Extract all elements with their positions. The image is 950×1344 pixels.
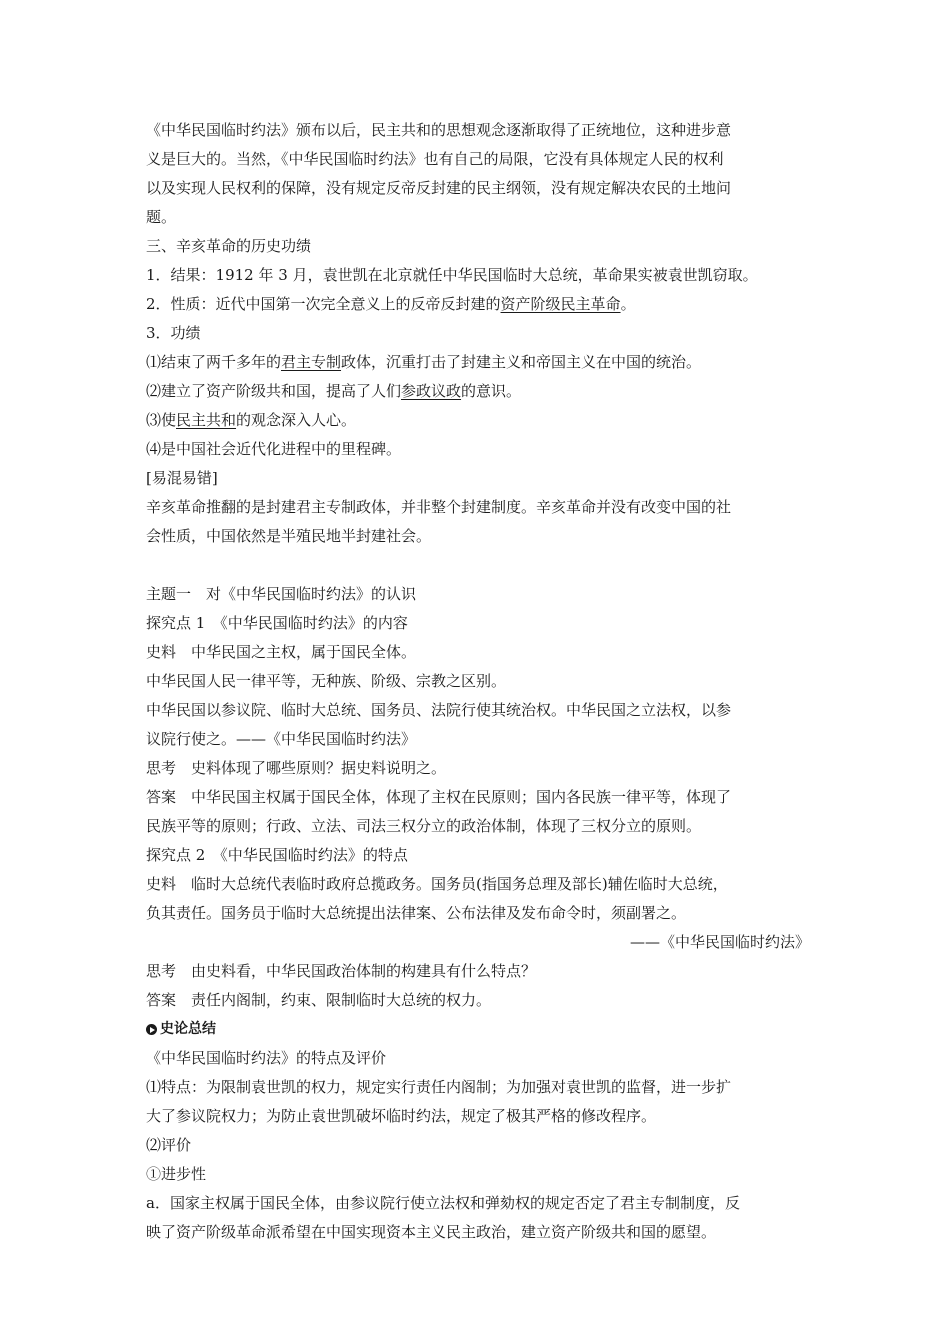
- text-fragment: ⑶使: [146, 411, 177, 429]
- progressive-heading: ①进步性: [146, 1165, 207, 1183]
- underlined-term: 君主专制: [281, 353, 342, 371]
- inquiry-point-1-title: 探究点 1 《中华民国临时约法》的内容: [146, 614, 408, 632]
- text-fragment: 的观念深入人心。: [236, 411, 357, 429]
- question: 思考 史料体现了哪些原则？据史料说明之。: [146, 759, 447, 777]
- summary-section: [146, 1015, 810, 1247]
- underlined-term: 参政议政: [401, 382, 462, 400]
- material-line: 史料 临时大总统代表临时政府总揽政务。国务员(指国务总理及部长)辅佐临时大总统，: [146, 875, 728, 893]
- text-line: 以及实现人民权利的保障，没有规定反帝反封建的民主纲领，没有规定解决农民的土地问: [146, 179, 732, 197]
- spacer: [146, 551, 810, 580]
- sub-item-3: [146, 406, 810, 435]
- text-line: 辛亥革命推翻的是封建君主专制政体，并非整个封建制度。辛亥革命并没有改变中国的社: [146, 498, 732, 516]
- material-source: ——《中华民国临时约法》: [629, 933, 810, 951]
- question: 思考 由史料看，中华民国政治体制的构建具有什么特点？: [146, 962, 537, 980]
- text-fragment: 政体，沉重打击了封建主义和帝国主义在中国的统治。: [341, 353, 702, 371]
- text-line: 题。: [146, 208, 177, 226]
- sub-item-1: [146, 348, 810, 377]
- text-fragment: ⑵建立了资产阶级共和国，提高了人们: [146, 382, 402, 400]
- material-line: 负其责任。国务员于临时大总统提出法律案、公布法律及发布命令时，须副署之。: [146, 904, 687, 922]
- section-historical-achievements: [146, 232, 810, 464]
- text-fragment: ⑴结束了两千多年的: [146, 353, 282, 371]
- text-line: 会性质，中国依然是半殖民地半封建社会。: [146, 527, 432, 545]
- material-line: 中华民国以参议院、临时大总统、国务员、法院行使其统治权。中华民国之立法权，以参: [146, 701, 732, 719]
- point-a-line: a．国家主权属于国民全体，由参议院行使立法权和弹劾权的规定否定了君主专制制度，反: [146, 1194, 740, 1212]
- topic-title: 主题一 对《中华民国临时约法》的认识: [146, 585, 417, 603]
- list-item-result: 1．结果：1912 年 3 月，袁世凯在北京就任中华民国临时大总统，革命果实被袁世凯窃取。: [146, 266, 758, 284]
- underlined-term: 民主共和: [176, 411, 237, 429]
- underlined-term: 资产阶级民主革命: [500, 295, 621, 313]
- confusion-note: [146, 464, 810, 551]
- sub-item-4: ⑷是中国社会近代化进程中的里程碑。: [146, 440, 402, 458]
- text-fragment: 2．性质：近代中国第一次完全意义上的反帝反封建的: [146, 295, 501, 313]
- features-line: 大了参议院权力；为防止袁世凯破坏临时约法，规定了极其严格的修改程序。: [146, 1107, 657, 1125]
- inquiry-point-2-title: 探究点 2 《中华民国临时约法》的特点: [146, 846, 408, 864]
- topic-one: [146, 580, 810, 1015]
- text-fragment: 的意识。: [461, 382, 522, 400]
- confusion-label: [易混易错]: [146, 469, 218, 487]
- features-line: ⑴特点：为限制袁世凯的权力，规定实行责任内阁制；为加强对袁世凯的监督，进一步扩: [146, 1078, 732, 1096]
- list-item-achievements: 3．功绩: [146, 324, 201, 342]
- sub-item-2: [146, 377, 810, 406]
- text-fragment: 。: [620, 295, 636, 313]
- summary-heading: [146, 1015, 810, 1044]
- evaluation-heading: ⑵评价: [146, 1136, 192, 1154]
- material-line: 史料 中华民国之主权，属于国民全体。: [146, 643, 417, 661]
- material-line: 中华民国人民一律平等，无种族、阶级、宗教之区别。: [146, 672, 507, 690]
- text-line: 义是巨大的。当然，《中华民国临时约法》也有自己的局限，它没有具体规定人民的权利: [146, 150, 724, 168]
- section-heading: 三、辛亥革命的历史功绩: [146, 237, 312, 255]
- answer: 答案 责任内阁制，约束、限制临时大总统的权力。: [146, 991, 492, 1009]
- play-circle-icon: [146, 1024, 157, 1035]
- answer-line: 民族平等的原则；行政、立法、司法三权分立的政治体制，体现了三权分立的原则。: [146, 817, 702, 835]
- text-line: 《中华民国临时约法》颁布以后，民主共和的思想观念逐渐取得了正统地位，这种进步意: [146, 121, 732, 139]
- document-page: [146, 116, 810, 1247]
- summary-title: 《中华民国临时约法》的特点及评价: [146, 1049, 387, 1067]
- material-line: 议院行使之。——《中华民国临时约法》: [146, 730, 417, 748]
- list-item-nature: [146, 290, 810, 319]
- summary-label: 史论总结: [160, 1021, 216, 1037]
- paragraph-constitution-significance: [146, 116, 810, 232]
- point-a-line: 映了资产阶级革命派希望在中国实现资本主义民主政治，建立资产阶级共和国的愿望。: [146, 1223, 717, 1241]
- answer-line: 答案 中华民国主权属于国民全体，体现了主权在民原则；国内各民族一律平等，体现了: [146, 788, 732, 806]
